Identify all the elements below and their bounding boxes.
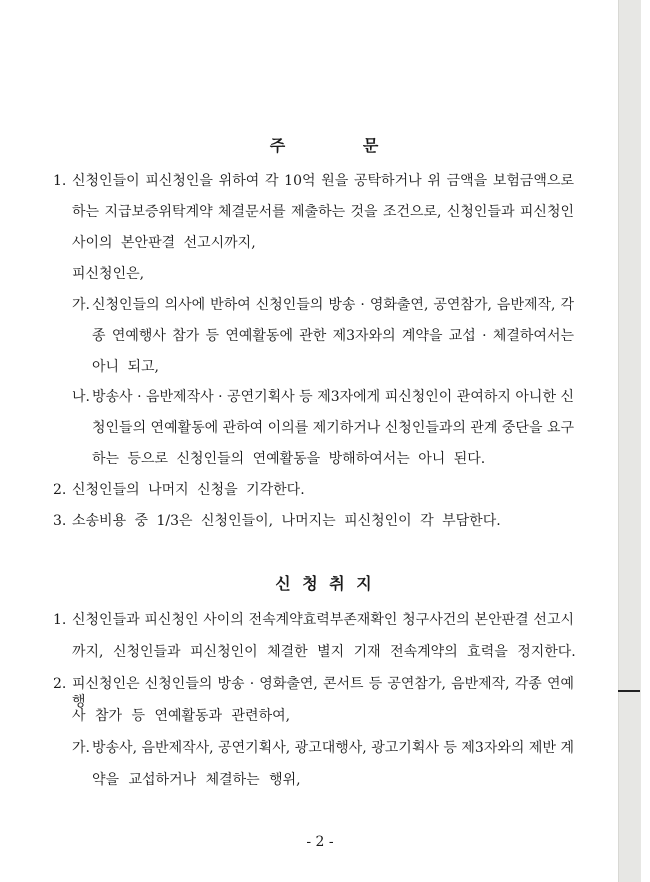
- order-item-3-line-1: 소송비용 중 1/3은 신청인들이, 나머지는 피신청인이 각 부담한다.: [72, 513, 501, 529]
- claim-item-1-number: 1.: [53, 612, 67, 628]
- order-item-na-line-2: 청인들의 연예활동에 관하여 이의를 제기하거나 신청인들과의 관계 중단을 요구: [92, 420, 574, 436]
- order-item-ga-line-3: 아니 되고,: [92, 359, 159, 375]
- order-item-1-line-3: 사이의 본안판결 선고시까지,: [72, 235, 256, 251]
- order-item-na-line-1: 방송사 · 음반제작사 · 공연기획사 등 제3자에게 피신청인이 관여하지 아니한 신: [92, 389, 574, 405]
- order-item-ga-line-1: 신청인들의 의사에 반하여 신청인들의 방송 · 영화출연, 공연참가, 음반제작, 각: [92, 297, 574, 313]
- claim-item-ga-line-2: 약을 교섭하거나 체결하는 행위,: [92, 772, 301, 788]
- order-item-ga-number: 가.: [72, 297, 90, 313]
- order-item-na-number: 나.: [72, 389, 90, 405]
- order-heading: 주 문: [269, 136, 381, 155]
- order-item-ga-line-2: 종 연예행사 참가 등 연예활동에 관한 제3자와의 계약을 교섭 · 체결하여서는: [92, 328, 574, 344]
- claim-item-1-line-1: 신청인들과 피신청인 사이의 전속계약효력부존재확인 청구사건의 본안판결 선고시: [72, 612, 574, 628]
- order-item-1-line-2: 하는 지급보증위탁계약 체결문서를 제출하는 것을 조건으로, 신청인들과 피신청인: [72, 204, 574, 220]
- order-item-1-number: 1.: [53, 173, 67, 189]
- claim-item-2-line-2: 사 참가 등 연예활동과 관련하여,: [72, 708, 291, 724]
- claim-heading: 신 청 취 지: [275, 574, 375, 593]
- order-item-2-line-1: 신청인들의 나머지 신청을 기각한다.: [72, 482, 305, 498]
- scan-mark: [618, 690, 640, 692]
- claim-item-2-number: 2.: [53, 676, 67, 692]
- claim-item-ga-number: 가.: [72, 740, 90, 756]
- page-number: - 2 -: [306, 834, 334, 850]
- claim-item-2-line-1: 피신청인은 신청인들의 방송 · 영화출연, 콘서트 등 공연참가, 음반제작, 각종 연예행: [72, 676, 574, 710]
- order-item-1-line-1: 신청인들이 피신청인을 위하여 각 10억 원을 공탁하거나 위 금액을 보험금액으로: [72, 173, 574, 189]
- order-item-na-line-3: 하는 등으로 신청인들의 연예활동을 방해하여서는 아니 된다.: [92, 451, 486, 467]
- order-item-3-number: 3.: [53, 513, 67, 529]
- claim-item-ga-line-1: 방송사, 음반제작사, 공연기획사, 광고대행사, 광고기획사 등 제3자와의 제반 계: [92, 740, 574, 756]
- order-item-2-number: 2.: [53, 482, 67, 498]
- claim-item-1-line-2: 까지, 신청인들과 피신청인이 체결한 별지 기재 전속계약의 효력을 정지한다.: [72, 644, 576, 660]
- order-item-1-line-4: 피신청인은,: [72, 266, 145, 282]
